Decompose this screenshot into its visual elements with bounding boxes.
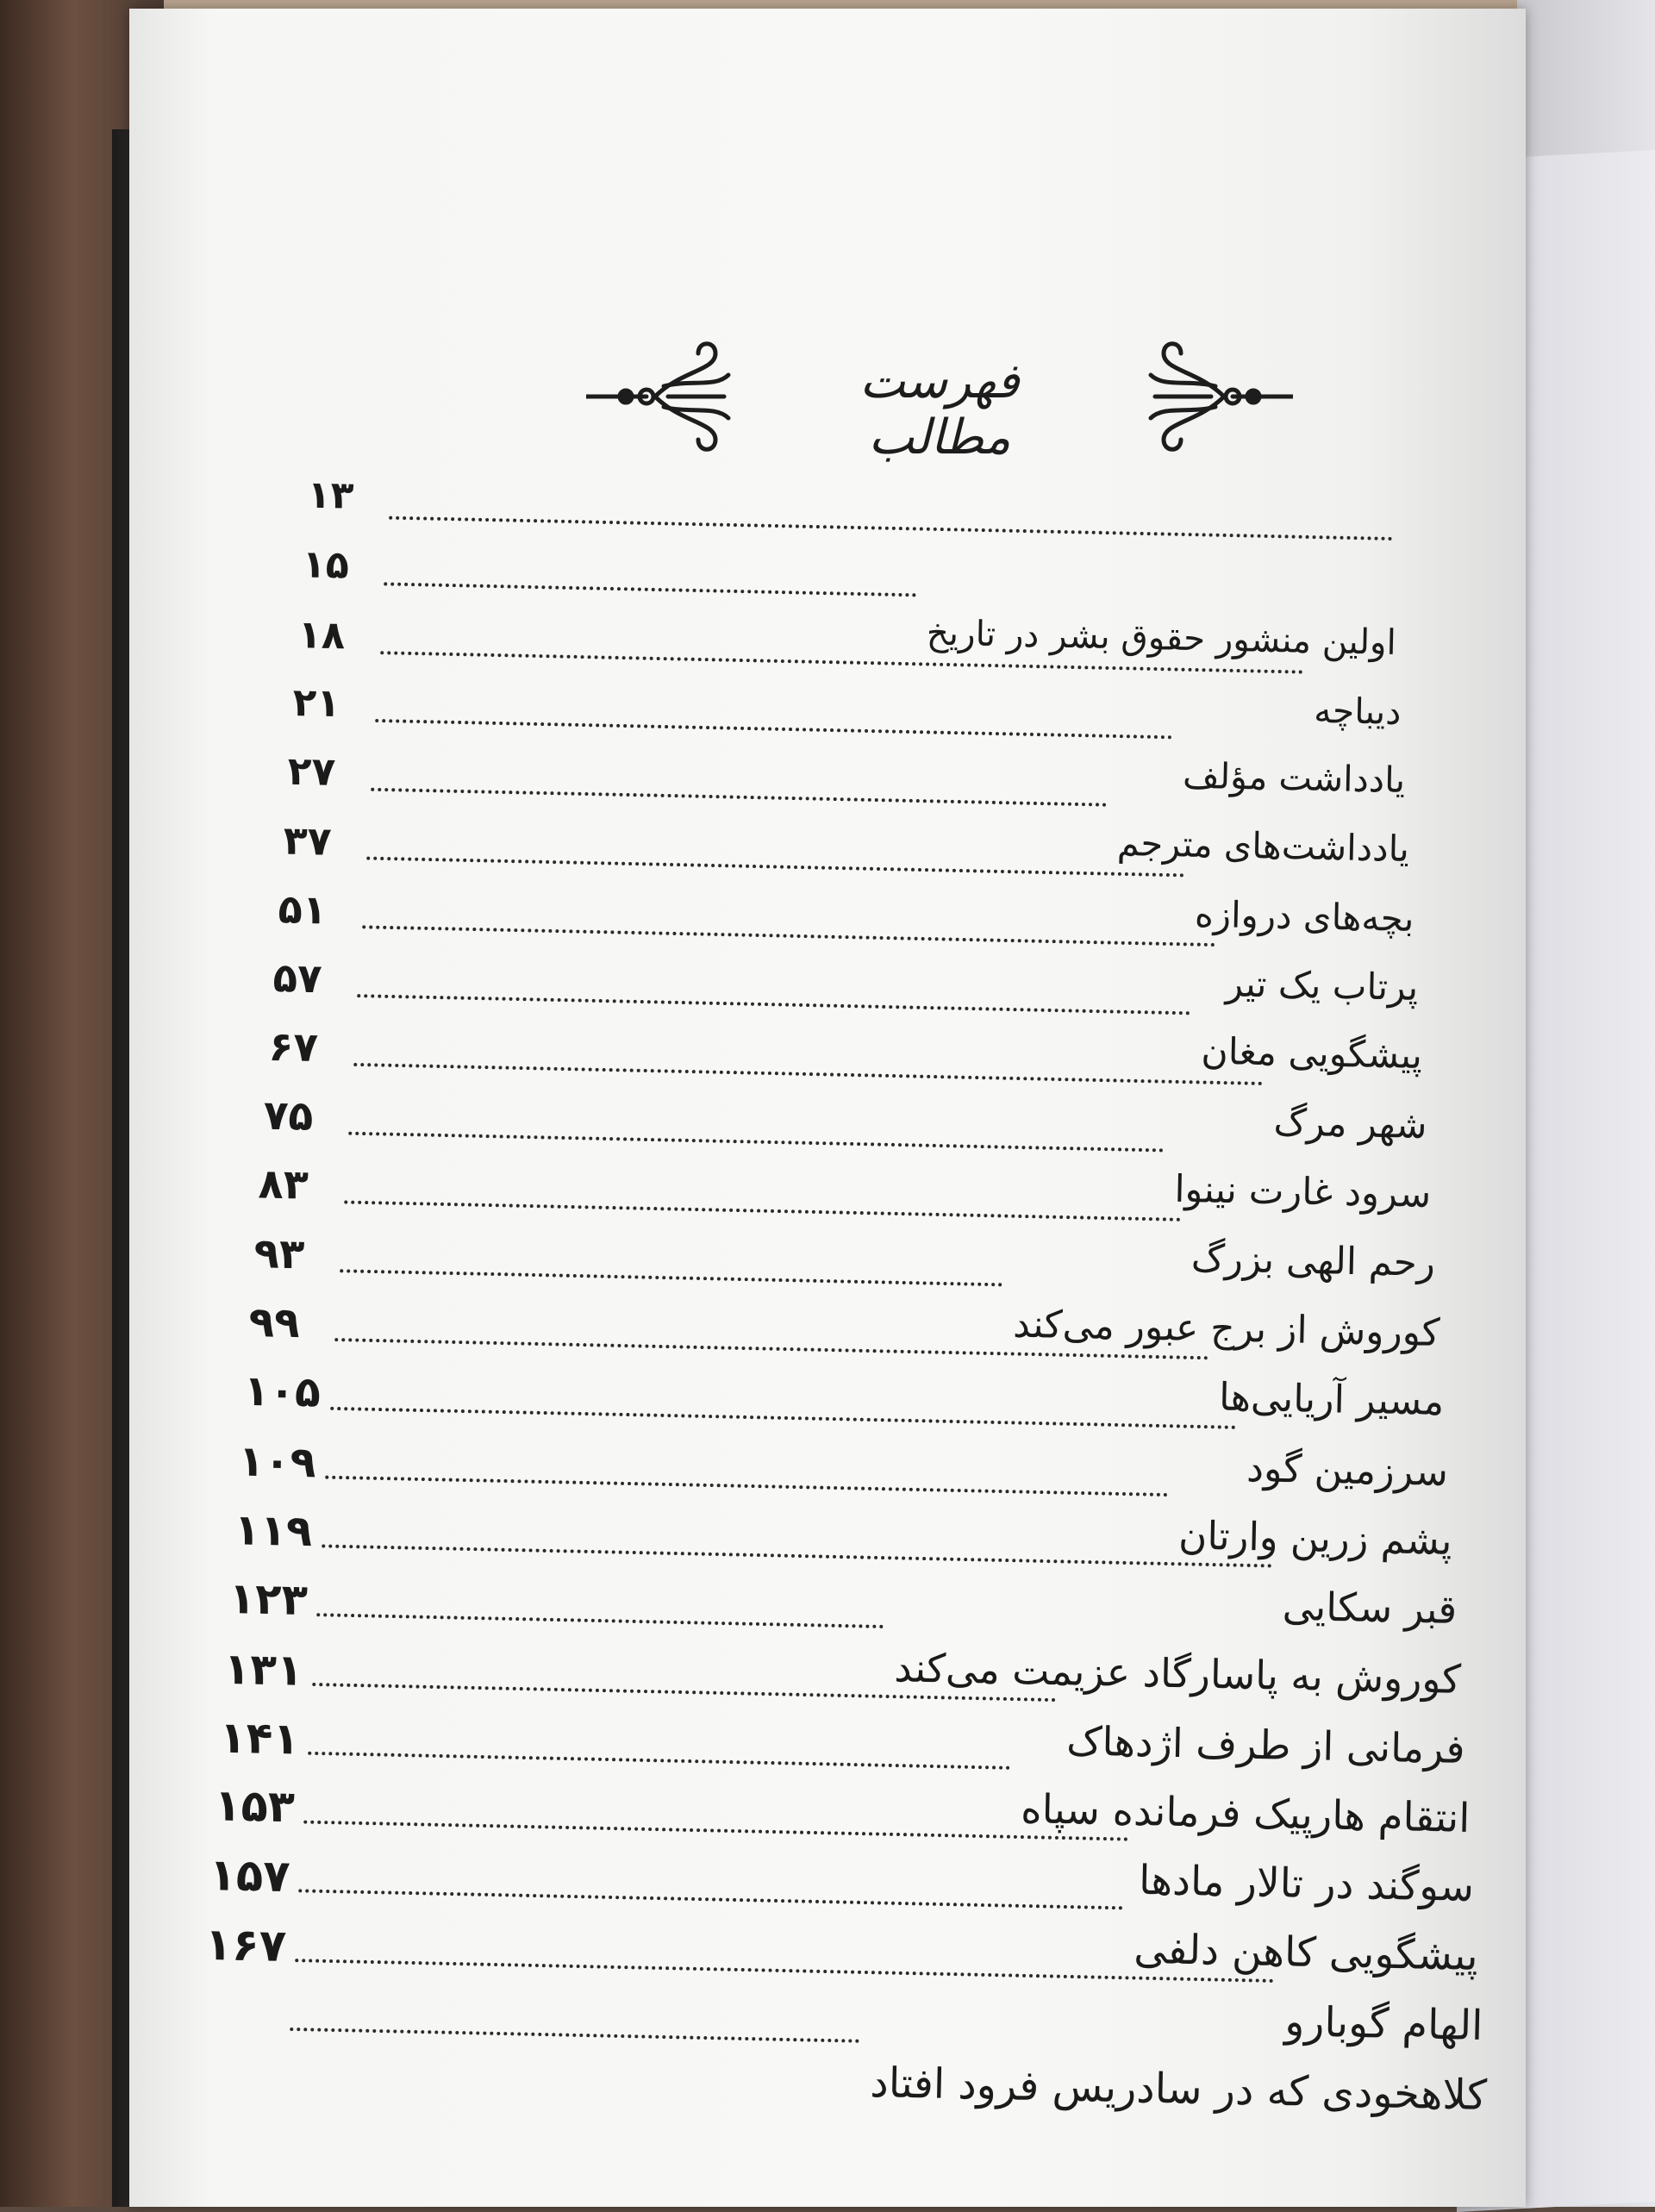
toc-entry-title: کلاهخودی که در سادریس فرود افتاد — [869, 2059, 1488, 2120]
toc-entry-title: پیشگویی کاهن دلفی — [1134, 1926, 1479, 1981]
toc-entry-title: یادداشت‌های مترجم — [1116, 822, 1410, 871]
toc-page-number: ۱۱۹ — [233, 1504, 313, 1557]
toc-page-number: ۱۸ — [297, 611, 346, 659]
toc-page-number: ۱۳ — [307, 472, 354, 518]
toc-page-number: ۲۱ — [292, 679, 341, 727]
toc-page-number: ۱۶۷ — [203, 1918, 287, 1972]
toc-entry-title: سرود غارت نینوا — [1173, 1167, 1432, 1216]
toc-page-number: ۱۰۹ — [238, 1435, 317, 1488]
toc-entry-title: رحم الهی بزرگ — [1190, 1236, 1436, 1285]
toc-page-number: ۱۳۱ — [223, 1642, 304, 1696]
toc-page-number: ۳۷ — [282, 816, 332, 865]
toc-page-number: ۱۰۵ — [243, 1366, 322, 1417]
toc-entry-title: سرزمین گود — [1246, 1444, 1449, 1495]
toc-entry-title: پیشگویی مغان — [1201, 1030, 1423, 1078]
toc-page-number: ۸۳ — [258, 1159, 309, 1209]
toc-entry-title: شهر مرگ — [1272, 1100, 1427, 1147]
toc-page-number: ۱۵۷ — [209, 1849, 291, 1903]
toc-entry-title: پرتاب یک تیر — [1225, 962, 1419, 1009]
toc-entry-title: سوگند در تالار مادها — [1138, 1856, 1475, 1912]
toc-leader-dots — [389, 516, 1393, 541]
toc-entry-title: قبر سکایی — [1281, 1583, 1458, 1634]
page-title: فهرست مطالب — [859, 353, 1020, 466]
toc-entry-title: بچه‌های دروازه — [1194, 892, 1415, 940]
toc-entry-title: کوروش از برج عبور می‌کند — [1012, 1302, 1440, 1355]
toc-entry-title: فرمانی از طرف اژدهاک — [1066, 1716, 1466, 1772]
toc-page-number: ۱۵ — [302, 542, 350, 588]
toc-page-number: ۲۷ — [287, 747, 336, 796]
toc-page-number: ۱۴۱ — [218, 1711, 300, 1765]
toc-entry-title: انتقام هارپیک فرمانده سپاه — [1020, 1784, 1471, 1841]
toc-entry-title: دیباچه — [1313, 689, 1402, 733]
toc-page-number: ۱۲۳ — [228, 1573, 309, 1626]
toc-page-number: ۷۵ — [262, 1091, 314, 1140]
toc-entry-title: الهام گوبارو — [1283, 1997, 1483, 2050]
toc-entry-title: پشم زرین وارتان — [1178, 1512, 1453, 1564]
toc-page-number: ۵۱ — [278, 885, 328, 934]
toc-page-number: ۹۹ — [247, 1297, 301, 1347]
toc-entry-title: یادداشت مؤلف — [1182, 755, 1406, 802]
toc-page-number: ۱۵۳ — [214, 1780, 296, 1834]
toc-page-number: ۵۷ — [272, 953, 323, 1002]
toc-entry-title: مسیر آریایی‌ها — [1218, 1375, 1445, 1424]
toc-entry-title: اولین منشور حقوق بشر در تاریخ — [926, 612, 1397, 664]
toc-entry-title: کوروش به پاسارگاد عزیمت می‌کند — [893, 1644, 1462, 1703]
toc-page-number: ۶۷ — [267, 1022, 319, 1072]
toc-page-number: ۹۳ — [253, 1228, 305, 1279]
